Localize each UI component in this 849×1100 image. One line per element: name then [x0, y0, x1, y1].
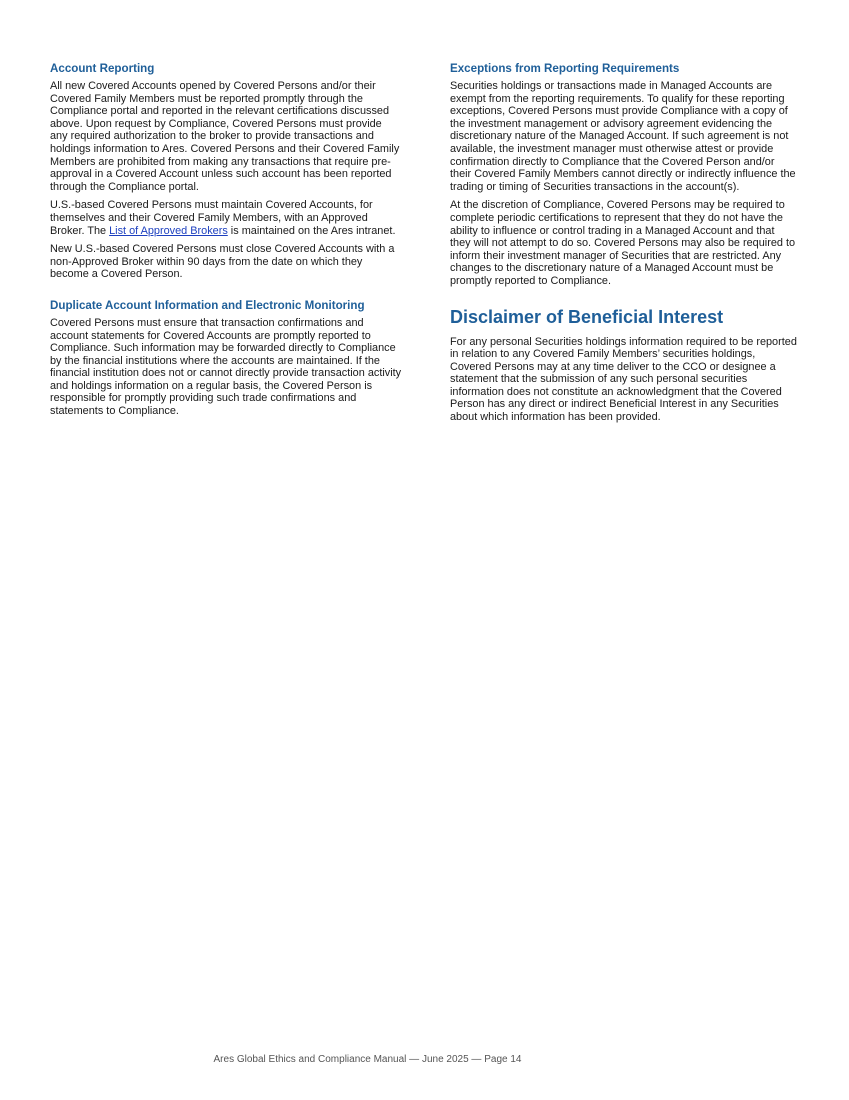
left-column [50, 62, 402, 424]
intranet-text: is maintained on the Ares intranet. [227, 224, 396, 237]
approved-broker-text: U.S.-based Covered Persons must maintain Covered Accounts, for themselves and their Covered Family Members, with an Approved Broker. The [50, 199, 373, 237]
page-footer: Ares Global Ethics and Compliance Manual — June 2025 — Page 14 [213, 1054, 522, 1065]
disclaimer-paragraph-1: For any personal Securities holdings information required to be reported in relation to any Covered Family Members’ securities holdings, Covered Persons may at any time deliver to the CCO or designee a statement that the submission of any such personal securities information does not constitute an acknowledgment that the Covered Person has any direct or indirect Beneficial Interest in any Securities about which information has been provided. [450, 335, 797, 424]
account-reporting-heading: Account Reporting [50, 62, 155, 75]
exceptions-heading: Exceptions from Reporting Requirements [450, 62, 680, 75]
exceptions-paragraph-1: Securities holdings or transactions made in Managed Accounts are exempt from the reporting requirements. To qualify for these reporting exceptions, Covered Persons must provide Compliance with a copy of the investment management or advisory agreement evidencing the discretionary nature of the Managed Account. If such agreement is not available, the investment manager must otherwise attest or provide confirmation directly to Compliance that the Covered Person and/or their Covered Family Members cannot directly or indirectly influence the trading or timing of Securities transactions in the account(s). [450, 80, 796, 193]
account-reporting-paragraph-1: All new Covered Accounts opened by Covered Persons and/or their Covered Family Members must be reported promptly through the Compliance portal and reported in the relevant certifications discussed above. Upon request by Compliance, Covered Persons must provide any required authorization to the broker to provide transactions and holdings information to Ares. Covered Persons and their Covered Family Members are prohibited from making any transactions that require pre-approval in a Covered Account unless such account has been reported through the Compliance portal. [50, 80, 400, 193]
exceptions-section [450, 62, 798, 288]
exceptions-paragraph-2: At the discretion of Compliance, Covered Persons may be required to complete periodic certifications to represent that they do not have the ability to influence or control trading in a Managed Account and that they will not attempt to do so. Covered Persons may also be required to inform their investment manager of Securities that are restricted. Any changes to the discretionary nature of a Managed Account must be promptly reported to Compliance. [450, 199, 796, 287]
duplicate-account-section [50, 299, 402, 418]
duplicate-account-paragraph-1: Covered Persons must ensure that transaction confirmations and account statements for Covered Accounts are promptly reported to Compliance. Such information may be forwarded directly to Compliance by the financial institutions where the accounts are maintained. If the financial institution does not or cannot directly provide transaction activity and holdings information on a regular basis, the Covered Person is responsible for promptly providing such trade confirmations and statements to Compliance. [50, 316, 402, 418]
disclaimer-section [450, 306, 798, 424]
list-of-approved-brokers-link[interactable]: List of Approved Brokers [109, 224, 228, 237]
account-reporting-section [50, 62, 402, 281]
account-reporting-paragraph-3: New U.S.-based Covered Persons must close Covered Accounts with a non-Approved Broker within 90 days from the date on which they become a Covered Person. [50, 243, 395, 281]
account-reporting-paragraph-2 [50, 199, 402, 237]
duplicate-account-heading: Duplicate Account Information and Electronic Monitoring [50, 298, 365, 312]
right-column [450, 62, 798, 430]
disclaimer-heading: Disclaimer of Beneficial Interest [450, 306, 724, 327]
